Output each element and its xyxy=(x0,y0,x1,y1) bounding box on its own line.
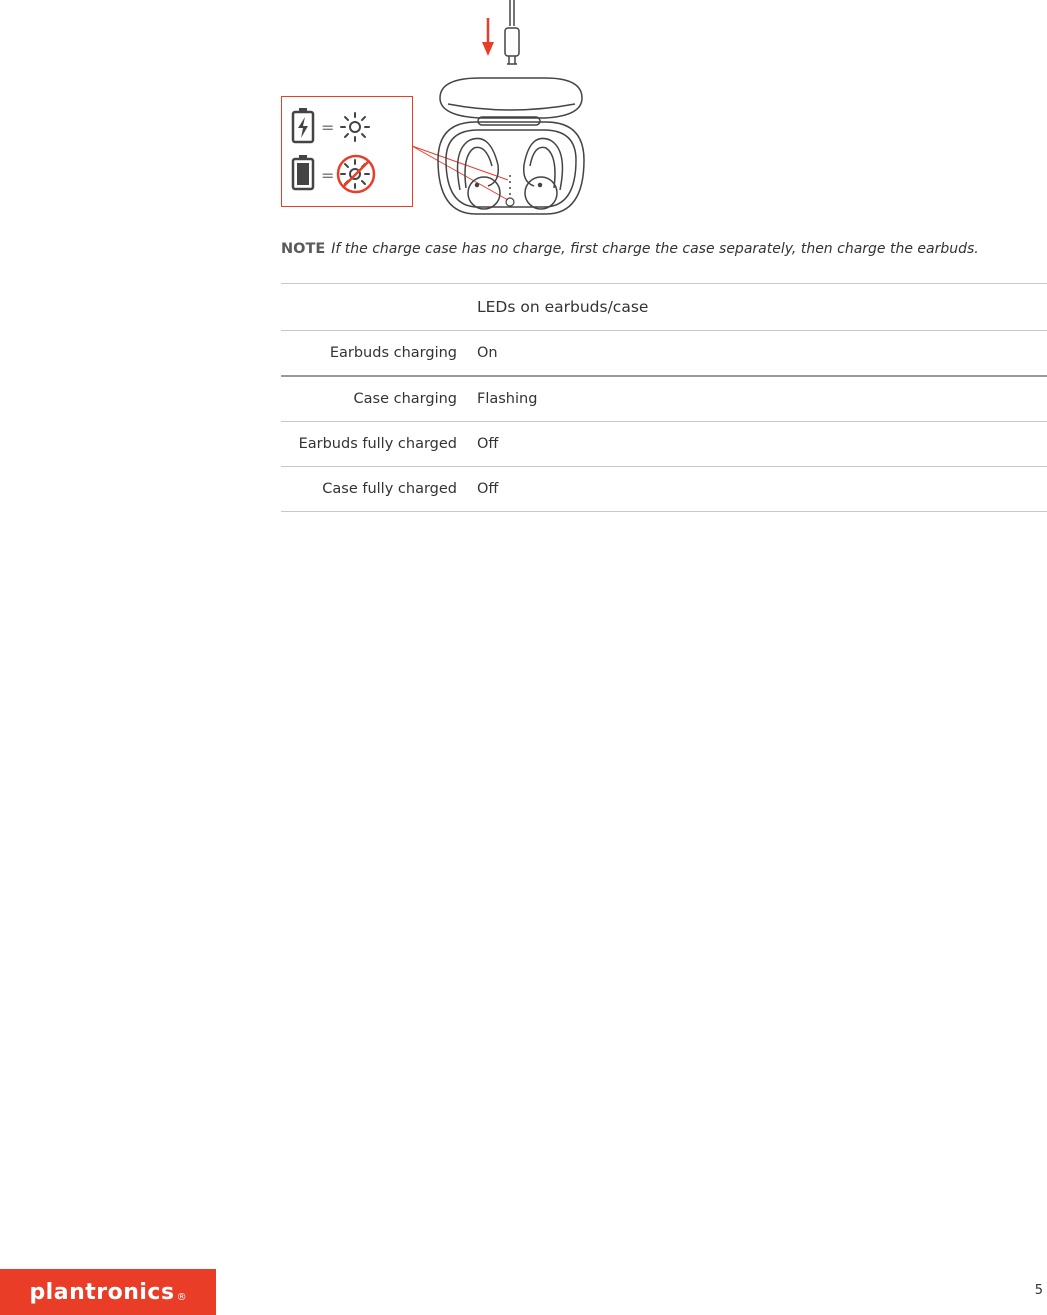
battery-charging-icon xyxy=(293,108,313,142)
table-row xyxy=(281,376,1047,422)
table-cell-state: Earbuds charging xyxy=(281,331,477,377)
table-header-row xyxy=(281,284,1047,331)
earbud-left-icon xyxy=(458,138,500,209)
table-row xyxy=(281,331,1047,377)
logo-registered-mark: ® xyxy=(176,1292,187,1303)
table-row xyxy=(281,467,1047,512)
table-cell-leds: Off xyxy=(477,467,1047,512)
usb-cable-icon xyxy=(505,0,519,64)
table-cell-state: Case charging xyxy=(281,376,477,422)
legend-equals-2: = xyxy=(321,166,335,185)
arrow-down-icon xyxy=(482,18,494,56)
led-off-icon xyxy=(338,156,374,192)
table-header-state xyxy=(281,284,477,331)
table-cell-leds: Flashing xyxy=(477,376,1047,422)
charge-case-icon xyxy=(438,78,584,214)
case-button xyxy=(506,198,514,206)
note xyxy=(281,238,1041,260)
note-text: If the charge case has no charge, first charge the case separately, then charge the earbuds. xyxy=(331,241,979,257)
note-label: NOTE xyxy=(281,241,326,257)
earbud-right-icon xyxy=(524,138,563,209)
table-header-leds: LEDs on earbuds/case xyxy=(477,284,1047,331)
plantronics-logo xyxy=(0,1269,216,1315)
legend-equals-1: = xyxy=(321,118,335,137)
led-on-icon xyxy=(341,113,369,141)
table-cell-leds: On xyxy=(477,331,1047,377)
page-number: 5 xyxy=(1034,1283,1043,1298)
charging-illustration xyxy=(276,0,596,222)
table-cell-leds: Off xyxy=(477,422,1047,467)
table-row xyxy=(281,422,1047,467)
led-indicators xyxy=(509,175,511,195)
table-cell-state: Case fully charged xyxy=(281,467,477,512)
table-cell-state: Earbuds fully charged xyxy=(281,422,477,467)
logo-wordmark: plantronics xyxy=(29,1279,175,1305)
battery-full-icon xyxy=(293,155,313,189)
led-status-table xyxy=(281,283,1047,512)
